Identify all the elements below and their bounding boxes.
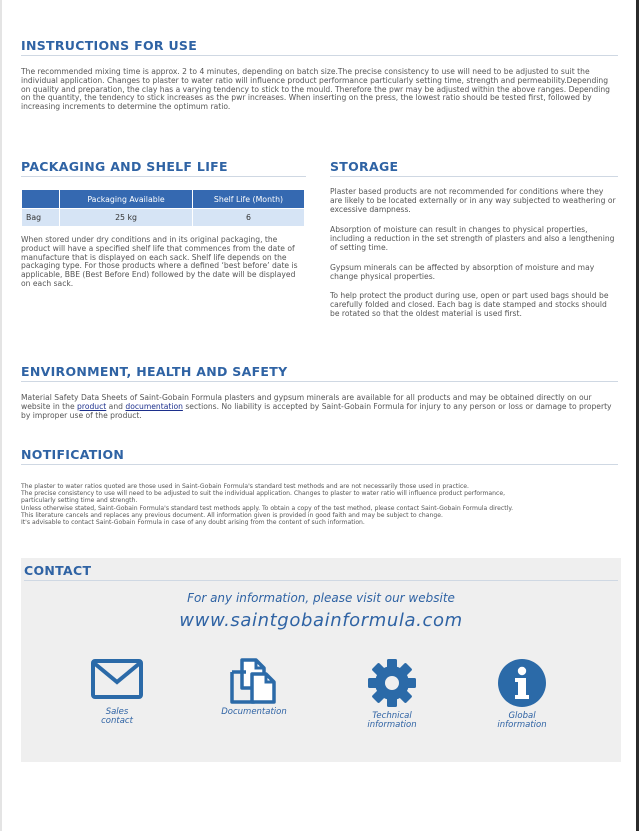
contact-section [21,558,621,762]
documentation-label [199,708,309,717]
info-icon [497,658,547,708]
packaging-table [21,189,305,227]
notification-line: It's advisable to contact Saint-Gobain Formula in case of any doubt arising from the content of such information. [21,519,365,527]
notification-line: The precise consistency to use will need to be adjusted to suit the individual application. Changes to plaster to water ratio will influence product performance, [21,490,506,498]
documentation-link[interactable]: documentation [125,401,183,411]
global-information-label [467,712,577,730]
packaging-heading: PACKAGING AND SHELF LIFE [21,159,306,177]
notification-line: particularly setting time and strength. [21,497,138,505]
storage-paragraph-3: Gypsum minerals can be affected by absorption of moisture and may change physical properties. [330,263,595,281]
notification-line: Unless otherwise stated, Saint-Gobain Formula's standard test methods apply. To obtain a copy of the test method, please contact Saint-Gobain Formula directly. [21,504,514,512]
ehs-text-before: Material Safety Data Sheets of Saint-Gobain Formula plasters and gypsum minerals are available for all products and may be obtained directly on our website in the [21,393,592,411]
technical-information-label [337,712,447,730]
instructions-heading: INSTRUCTIONS FOR USE [21,38,618,56]
table-cell-type: Bag [22,209,60,227]
packaging-table-header [22,190,305,209]
ehs-text-and: and [106,401,126,411]
storage-paragraph-1: Plaster based products are not recommended for conditions where they are likely to be located externally or in any way subjected to weathering or excessive dampness. [330,187,616,214]
notification-text [21,483,618,526]
notification-line: The plaster to water ratios quoted are those used in Saint-Gobain Formula's standard test methods and are not necessarily those used in practice. [21,483,469,490]
global-information-label-line2: information [497,720,547,730]
global-information-item[interactable] [467,658,577,730]
table-cell-packaging: 25 kg [60,209,193,227]
page-left-edge [0,0,2,831]
storage-paragraph-4: To help protect the product during use, open or part used bags should be carefully folded and closed. Each bag is date stamped and stocks should be rotated so that the oldest material is used first. [330,291,609,318]
sales-contact-item[interactable] [62,658,172,726]
sales-contact-label-line2: contact [101,716,133,726]
technical-information-label-line2: information [367,720,417,730]
table-header-shelf-life: Shelf Life (Month) [193,190,305,209]
product-link[interactable]: product [77,401,107,411]
sales-contact-label [62,708,172,726]
notification-line: This literature cancels and replaces any previous document. All information given is provided in good faith and may be subject to change. [21,511,443,519]
contact-heading: CONTACT [24,563,618,581]
technical-information-label-line1: Technical [372,711,412,721]
ehs-text [21,394,613,420]
table-row [22,209,305,227]
table-header-cell [22,190,60,209]
table-header-packaging: Packaging Available [60,190,193,209]
documents-icon [228,658,280,704]
ehs-text-after: sections. No liability is accepted by Saint-Gobain Formula for injury to any person or loss or damage to property by improper use of the product. [21,401,612,420]
table-cell-shelf-life: 6 [193,209,305,227]
ehs-heading: ENVIRONMENT, HEALTH AND SAFETY [21,364,618,382]
website-link[interactable]: www.saintgobainformula.com [179,610,463,631]
packaging-text: When stored under dry conditions and in its original packaging, the product will have a specified shelf life that commences from the date of manufacture that is displayed on each sack. Shelf life depends on the packaging type. For those products where a defined ‘best before’ date is applicable, BBE (Best Before End) followed by the date will be displayed on each sack. [21,235,298,288]
technical-information-item[interactable] [337,658,447,730]
storage-heading: STORAGE [330,159,618,177]
documentation-label-line1: Documentation [221,707,287,717]
instructions-text: The recommended mixing time is approx. 2 to 4 minutes, depending on batch size.The precise consistency to use will need to be adjusted to suit the individual application. Changes to plaster to water ratio will influence product performance particularly setting time, strength and permeability.Depending on quality and preparation, the clay has a varying tendency to stick to the mould. Therefore the pwr may be adjusted within the above ranges. Depending on the quantity, the tendency to stick increases as the pwr increases. When inserting on the press, the lowest ratio should be tested first, followed by increasing increments to determine the optimum ratio. [21,67,610,112]
storage-paragraph-2: Absorption of moisture can result in changes to physical properties, including a reduction in the set strength of plasters and also a lengthening of setting time. [330,225,615,252]
notification-heading: NOTIFICATION [21,447,618,465]
documentation-item[interactable] [199,658,309,717]
global-information-label-line1: Global [508,711,536,721]
contact-intro: For any information, please visit our website [187,591,455,605]
sales-contact-label-line1: Sales [105,707,129,717]
gear-icon [367,658,417,708]
envelope-icon [91,658,143,700]
